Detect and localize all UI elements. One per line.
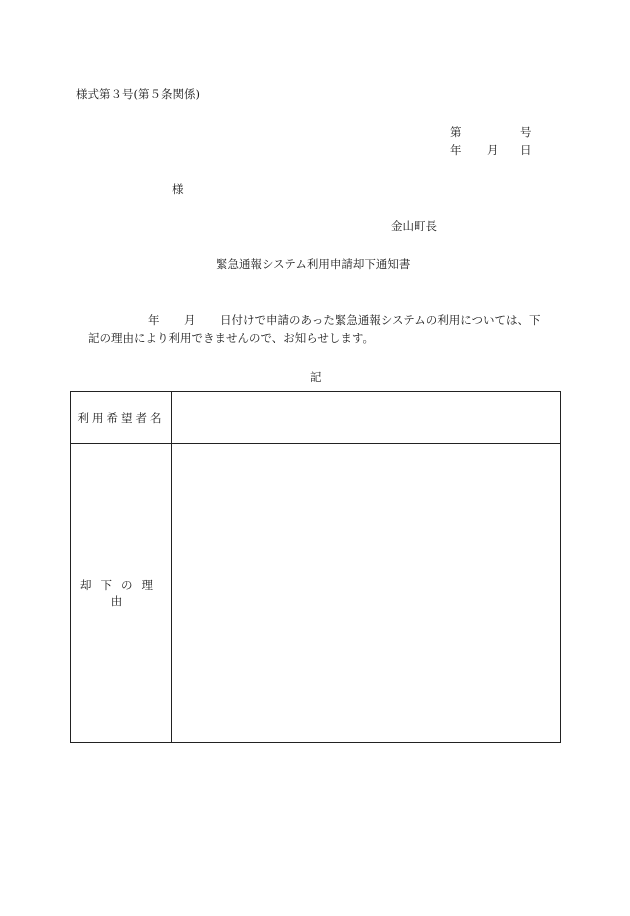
date-day-label: 日	[520, 143, 532, 157]
form-number: 様式第３号(第５条関係)	[76, 87, 200, 101]
addressee-honorific: 様	[172, 182, 184, 196]
sender-name: 金山町長	[391, 219, 437, 233]
applicant-name-label-cell	[71, 392, 172, 444]
document-title: 緊急通報システム利用申請却下通知書	[216, 257, 411, 271]
date-year-label: 年	[450, 143, 462, 157]
rejection-reason-value	[172, 444, 561, 743]
body-month-label: 月	[184, 313, 196, 327]
note-heading: 記	[310, 370, 322, 384]
table-row-applicant	[71, 392, 561, 444]
body-text-line-1: 日付けで申請のあった緊急通報システムの利用については、下	[220, 313, 541, 327]
rejection-reason-label: 却下の理由	[80, 578, 162, 608]
reason-table	[70, 391, 561, 743]
applicant-name-value	[172, 392, 561, 444]
table-row-reason	[71, 444, 561, 743]
rejection-reason-label-cell	[71, 444, 172, 743]
document-number-suffix: 号	[520, 125, 532, 139]
body-text-line-2: 記の理由により利用できませんので、お知らせします。	[88, 331, 375, 345]
applicant-name-label: 利用希望者名	[77, 410, 165, 425]
body-year-label: 年	[148, 313, 160, 327]
document-number-prefix: 第	[450, 125, 462, 139]
date-month-label: 月	[487, 143, 499, 157]
